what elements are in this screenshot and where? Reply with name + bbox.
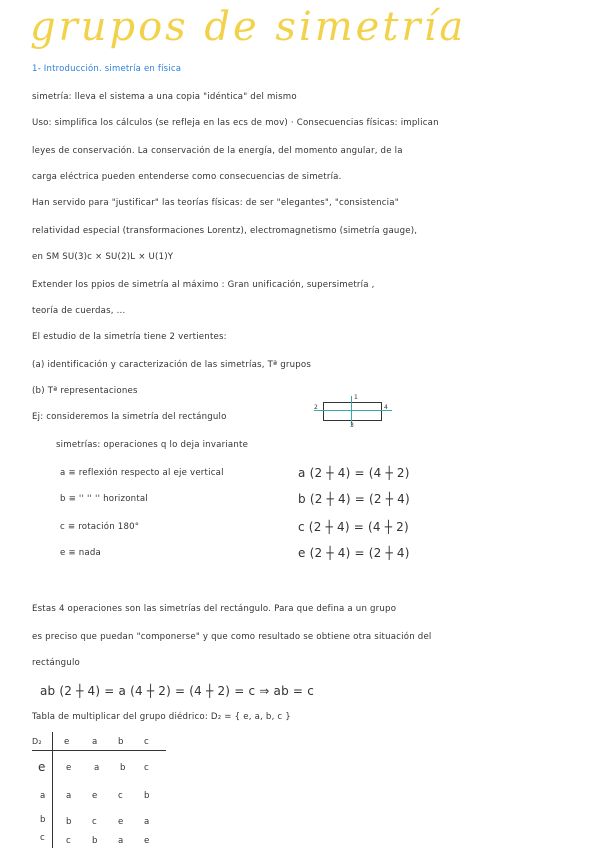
table-cell: a xyxy=(144,817,150,827)
table-cell: c xyxy=(118,791,123,801)
text-line: simetría: lleva el sistema a una copia "idéntica" del mismo xyxy=(32,92,297,102)
text-line: El estudio de la simetría tiene 2 vertientes: xyxy=(32,332,227,342)
table-cell: e xyxy=(118,817,124,827)
table-cell: c xyxy=(66,836,71,846)
text-line: Extender los ppios de simetría al máximo : Gran unificación, supersimetría , xyxy=(32,280,375,290)
table-cell: a xyxy=(66,791,72,801)
op-label: a ≡ reflexión respecto al eje vertical xyxy=(60,468,224,478)
text-line: Uso: simplifica los cálculos (se refleja en las ecs de mov) · Consecuencias físicas: implican xyxy=(32,118,439,128)
text-line: carga eléctrica pueden entenderse como consecuencias de simetría. xyxy=(32,172,342,182)
table-cell: a xyxy=(94,763,100,773)
table-header: e xyxy=(64,737,70,747)
rect-label: 3 xyxy=(350,422,355,429)
table-header: b xyxy=(118,737,124,747)
section-subtitle: 1- Introducción. simetría en física xyxy=(32,64,182,74)
rect-label: 2 xyxy=(314,404,319,411)
paragraph-line: Estas 4 operaciones son las simetrías del rectángulo. Para que defina a un grupo xyxy=(32,604,397,614)
composition-line: ab (2 ┼ 4) = a (4 ┼ 2) = (4 ┼ 2) = c ⇒ ab = c xyxy=(40,684,314,698)
rectangle-diagram xyxy=(323,402,382,421)
op-label: b ≡ '' '' '' horizontal xyxy=(60,494,148,504)
table-cell: c xyxy=(144,763,149,773)
table-cell: b xyxy=(66,817,72,827)
table-intro: Tabla de multiplicar del grupo diédrico: D₂ = { e, a, b, c } xyxy=(32,712,291,722)
text-line: (b) Tª representaciones xyxy=(32,386,138,396)
example-intro: simetrías: operaciones q lo deja invariante xyxy=(56,440,249,450)
rect-label: 4 xyxy=(384,404,389,411)
op-label: e ≡ nada xyxy=(60,548,101,558)
table-row-head: b xyxy=(40,815,46,825)
table-row-head: e xyxy=(38,760,46,774)
table-cell: b xyxy=(144,791,150,801)
table-horizontal-rule xyxy=(32,750,166,751)
op-result: a (2 ┼ 4) = (4 ┼ 2) xyxy=(298,466,410,480)
table-cell: b xyxy=(120,763,126,773)
text-line: Han servido para "justificar" las teorías físicas: de ser "elegantes", "consistencia" xyxy=(32,198,399,208)
table-corner: D₂ xyxy=(32,737,42,746)
op-result: c (2 ┼ 4) = (4 ┼ 2) xyxy=(298,520,409,534)
op-label: c ≡ rotación 180° xyxy=(60,522,140,532)
table-row-head: a xyxy=(40,791,46,801)
table-cell: c xyxy=(92,817,97,827)
table-cell: a xyxy=(118,836,124,846)
paragraph-line: es preciso que puedan "componerse" y que como resultado se obtiene otra situación del xyxy=(32,632,432,642)
table-header: c xyxy=(144,737,149,747)
text-line: en SM SU(3)c × SU(2)L × U(1)Y xyxy=(32,252,174,262)
table-cell: e xyxy=(144,836,150,846)
table-cell: e xyxy=(66,763,72,773)
text-line: leyes de conservación. La conservación de la energía, del momento angular, de la xyxy=(32,146,403,156)
op-result: e (2 ┼ 4) = (2 ┼ 4) xyxy=(298,546,410,560)
text-line: (a) identificación y caracterización de las simetrías, Tª grupos xyxy=(32,360,312,370)
page-title: grupos de simetría xyxy=(30,4,467,50)
text-line: relatividad especial (transformaciones Lorentz), electromagnetismo (simetría gauge), xyxy=(32,226,418,236)
op-result: b (2 ┼ 4) = (2 ┼ 4) xyxy=(298,492,410,506)
paragraph-line: rectángulo xyxy=(32,658,80,668)
rect-label: 1 xyxy=(354,394,359,401)
table-cell: e xyxy=(92,791,98,801)
text-line: Ej: consideremos la simetría del rectángulo xyxy=(32,412,227,422)
text-line: teoría de cuerdas, ... xyxy=(32,306,126,316)
table-header: a xyxy=(92,737,98,747)
table-row-head: c xyxy=(40,833,45,843)
horizontal-axis xyxy=(314,410,392,411)
table-cell: b xyxy=(92,836,98,846)
